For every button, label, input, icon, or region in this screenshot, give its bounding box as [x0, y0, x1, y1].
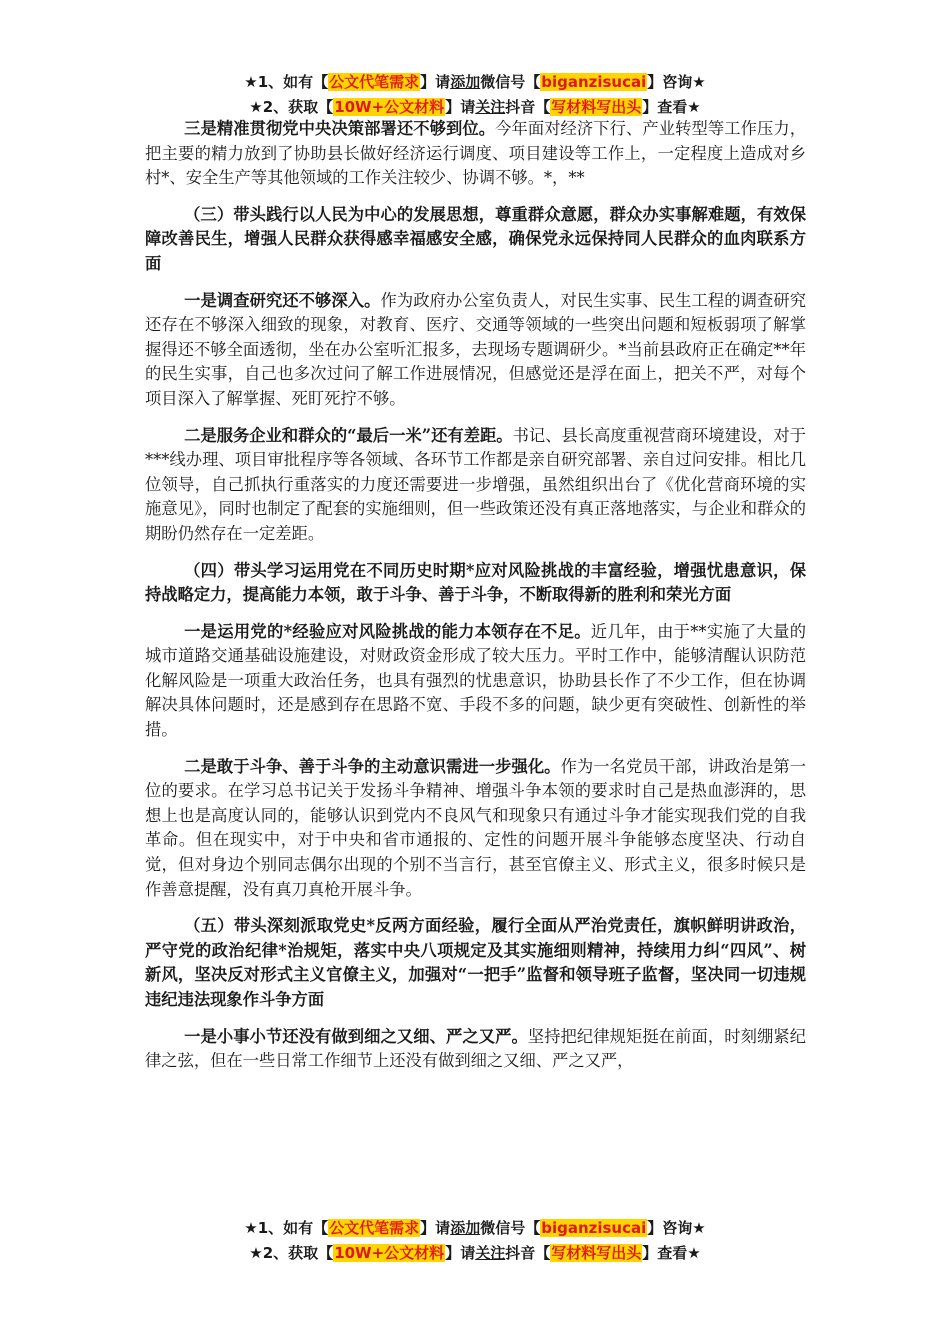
banner-line-1: ★1、如有【公文代笔需求】请添加微信号【biganzisucai】咨询★ — [244, 1219, 706, 1237]
paragraph-third-point: 三是精准贯彻党中央决策部署还不够到位。今年面对经济下行、产业转型等工作压力，把主要的精力放到了协助县长做好经济运行调度、项目建设等工作上，一定程度上造成对乡村*、安全生产等其他领域的工作关注较少、协调不够。*，** — [145, 119, 806, 188]
highlight-douyin-id: 写材料写出头 — [551, 98, 642, 116]
paragraph-details: 一是小事小节还没有做到细之又细、严之又严。坚持把纪律规矩挺在前面，时刻绷紧纪律之弦，但在一些日常工作细节上还没有做到细之又细、严之又严， — [145, 1026, 806, 1071]
banner-line-1: ★1、如有【公文代笔需求】请添加微信号【biganzisucai】咨询★ — [244, 73, 706, 91]
highlight-service: 公文代笔需求 — [329, 1219, 420, 1237]
highlight-wechat-id: biganzisucai — [541, 1219, 647, 1237]
section-heading-5: （五）带头深刻派取党史*反两方面经验，履行全面从严治党责任，旗帜鲜明讲政治，严守党的政治纪律*治规矩，落实中央八项规定及其实施细则精神，持续用力纠“四风”、树新风，坚决反对形式主义官僚主义，加强对“一把手”监督和领导班子监督，坚决同一切违规违纪违法现象作斗争方面 — [145, 916, 806, 1009]
paragraph-research: 一是调查研究还不够深入。作为政府办公室负责人，对民生实事、民生工程的调查研究还存在不够深入细致的现象，对教育、医疗、交通等领域的一些突出问题和短板弱项了解掌握得还不够全面透彻，坐在办公室听汇报多，去现场专题调研少。*当前县政府正在确定**年的民生实事，自己也多次过问了解工作进展情况，但感觉还是浮在面上，把关不严，对每个项目深入了解掌握、死盯死拧不够。 — [145, 290, 806, 408]
highlight-douyin-id: 写材料写出头 — [551, 1244, 642, 1262]
paragraph-service: 二是服务企业和群众的“最后一米”还有差距。书记、县长高度重视营商环境建设，对于***线办理、项目审批程序等各领域、各环节工作都是亲自研究部署、亲自过问安排。相比几位领导，自己抓执行重落实的力度还需要进一步增强，虽然组织出台了《优化营商环境的实施意见》，同时也制定了配套的实施细则，但一些政策还没有真正落地落实，与企业和群众的期盼仍然存在一定差距。 — [145, 425, 806, 543]
highlight-materials: 10W+公文材料 — [334, 1244, 445, 1262]
banner-line-2: ★2、获取【10W+公文材料】请关注抖音【写材料写出头】查看★ — [249, 98, 701, 116]
header-banner — [0, 70, 950, 120]
banner-line-2: ★2、获取【10W+公文材料】请关注抖音【写材料写出头】查看★ — [249, 1244, 701, 1262]
document-body — [145, 117, 806, 1074]
highlight-service: 公文代笔需求 — [329, 73, 420, 91]
paragraph-risk: 一是运用党的*经验应对风险挑战的能力本领存在不足。近几年，由于**实施了大量的城市道路交通基础设施建设，对财政资金形成了较大压力。平时工作中，能够清醒认识防范化解风险是一项重大政治任务，也具有强烈的忧患意识，协助县长作了不少工作，但在协调解决具体问题时，还是感到存在思路不宽、手段不多的问题，缺少更有突破性、创新性的举措。 — [145, 621, 806, 740]
paragraph-struggle: 二是敢于斗争、善于斗争的主动意识需进一步强化。作为一名党员干部，讲政治是第一位的要求。在学习总书记关于发扬斗争精神、增强斗争本领的要求时自己是热血澎湃的，思想上也是高度认同的，能够认识到党内不良风气和现象只有通过斗争才能实现我们党的自我革命。但在现实中，对于中央和省市通报的、定性的问题开展斗争能够态度坚决、行动自觉，但对身边个别同志偶尔出现的个别不当言行，甚至官僚主义、形式主义，很多时候只是作善意提醒，没有真刀真枪开展斗争。 — [145, 756, 806, 899]
section-heading-4: （四）带头学习运用党在不同历史时期*应对风险挑战的丰富经验，增强忧患意识，保持战略定力，提高能力本领，敢于斗争、善于斗争，不断取得新的胜利和荣光方面 — [145, 560, 806, 605]
footer-banner — [0, 1216, 950, 1266]
section-heading-3: （三）带头践行以人民为中心的发展思想，尊重群众意愿，群众办实事解难题，有效保障改善民生，增强人民群众获得感幸福感安全感，确保党永远保持同人民群众的血肉联系方面 — [145, 204, 806, 273]
highlight-materials: 10W+公文材料 — [334, 98, 445, 116]
highlight-wechat-id: biganzisucai — [541, 73, 647, 91]
